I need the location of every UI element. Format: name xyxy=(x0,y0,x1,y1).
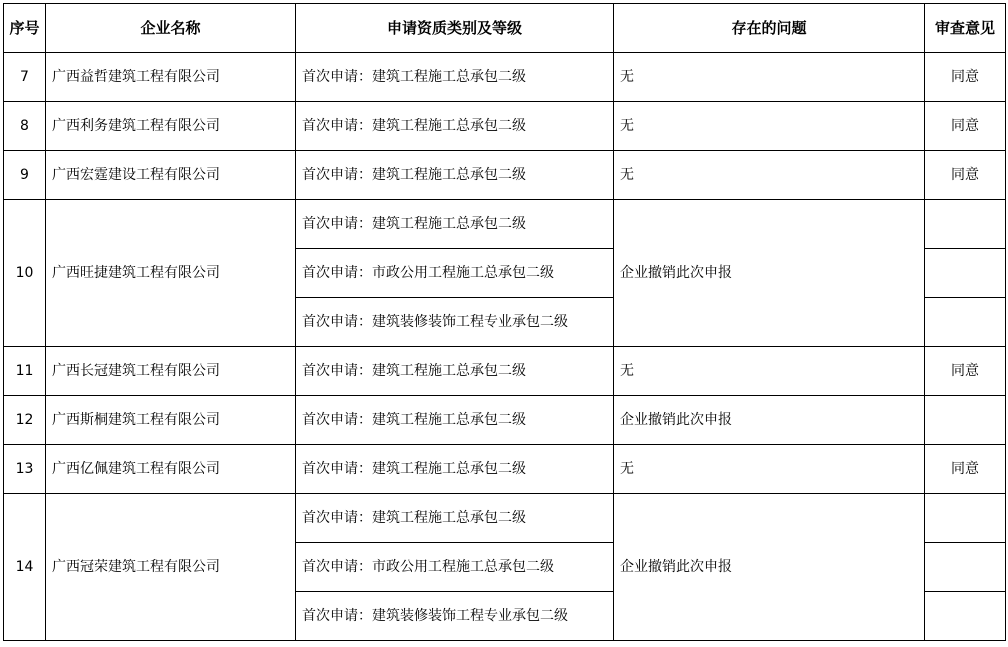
cell-seq: 7 xyxy=(4,53,46,102)
cell-qualification: 首次申请：建筑工程施工总承包二级 xyxy=(296,151,614,200)
cell-review-opinion xyxy=(925,396,1006,445)
cell-review-opinion: 同意 xyxy=(925,151,1006,200)
table-row xyxy=(4,494,1006,543)
cell-company-name: 广西利务建筑工程有限公司 xyxy=(46,102,296,151)
cell-issue: 无 xyxy=(614,102,925,151)
cell-company-name: 广西亿佩建筑工程有限公司 xyxy=(46,445,296,494)
cell-issue: 企业撤销此次申报 xyxy=(614,494,925,641)
table-row xyxy=(4,102,1006,151)
table-row xyxy=(4,200,1006,249)
cell-seq: 12 xyxy=(4,396,46,445)
cell-review-opinion xyxy=(925,298,1006,347)
cell-review-opinion: 同意 xyxy=(925,102,1006,151)
header-qualification: 申请资质类别及等级 xyxy=(296,4,614,53)
cell-qualification: 首次申请：建筑工程施工总承包二级 xyxy=(296,200,614,249)
cell-qualification: 首次申请：建筑工程施工总承包二级 xyxy=(296,53,614,102)
cell-review-opinion xyxy=(925,249,1006,298)
cell-seq: 10 xyxy=(4,200,46,347)
table-row xyxy=(4,396,1006,445)
cell-qualification: 首次申请：建筑装修装饰工程专业承包二级 xyxy=(296,592,614,641)
cell-company-name: 广西旺捷建筑工程有限公司 xyxy=(46,200,296,347)
cell-qualification: 首次申请：市政公用工程施工总承包二级 xyxy=(296,543,614,592)
cell-review-opinion xyxy=(925,494,1006,543)
cell-company-name: 广西冠荣建筑工程有限公司 xyxy=(46,494,296,641)
cell-issue: 无 xyxy=(614,347,925,396)
cell-review-opinion xyxy=(925,200,1006,249)
header-seq: 序号 xyxy=(4,4,46,53)
table-header-row xyxy=(4,4,1006,53)
cell-qualification: 首次申请：建筑装修装饰工程专业承包二级 xyxy=(296,298,614,347)
header-issue: 存在的问题 xyxy=(614,4,925,53)
cell-seq: 13 xyxy=(4,445,46,494)
cell-qualification: 首次申请：市政公用工程施工总承包二级 xyxy=(296,249,614,298)
cell-company-name: 广西宏霆建设工程有限公司 xyxy=(46,151,296,200)
cell-review-opinion: 同意 xyxy=(925,347,1006,396)
cell-company-name: 广西斯桐建筑工程有限公司 xyxy=(46,396,296,445)
cell-qualification: 首次申请：建筑工程施工总承包二级 xyxy=(296,102,614,151)
header-company: 企业名称 xyxy=(46,4,296,53)
qualification-review-table xyxy=(3,3,1006,641)
cell-issue: 无 xyxy=(614,53,925,102)
cell-review-opinion xyxy=(925,592,1006,641)
cell-seq: 14 xyxy=(4,494,46,641)
table-row xyxy=(4,151,1006,200)
table-row xyxy=(4,347,1006,396)
table-row xyxy=(4,53,1006,102)
cell-review-opinion: 同意 xyxy=(925,445,1006,494)
cell-review-opinion xyxy=(925,543,1006,592)
cell-issue: 无 xyxy=(614,151,925,200)
cell-seq: 9 xyxy=(4,151,46,200)
table-row xyxy=(4,445,1006,494)
cell-issue: 无 xyxy=(614,445,925,494)
header-opinion: 审查意见 xyxy=(925,4,1006,53)
cell-seq: 11 xyxy=(4,347,46,396)
cell-issue: 企业撤销此次申报 xyxy=(614,200,925,347)
cell-qualification: 首次申请：建筑工程施工总承包二级 xyxy=(296,347,614,396)
cell-issue: 企业撤销此次申报 xyxy=(614,396,925,445)
cell-company-name: 广西长冠建筑工程有限公司 xyxy=(46,347,296,396)
cell-company-name: 广西益哲建筑工程有限公司 xyxy=(46,53,296,102)
cell-qualification: 首次申请：建筑工程施工总承包二级 xyxy=(296,494,614,543)
cell-review-opinion: 同意 xyxy=(925,53,1006,102)
cell-qualification: 首次申请：建筑工程施工总承包二级 xyxy=(296,445,614,494)
table-body xyxy=(4,53,1006,641)
cell-qualification: 首次申请：建筑工程施工总承包二级 xyxy=(296,396,614,445)
cell-seq: 8 xyxy=(4,102,46,151)
